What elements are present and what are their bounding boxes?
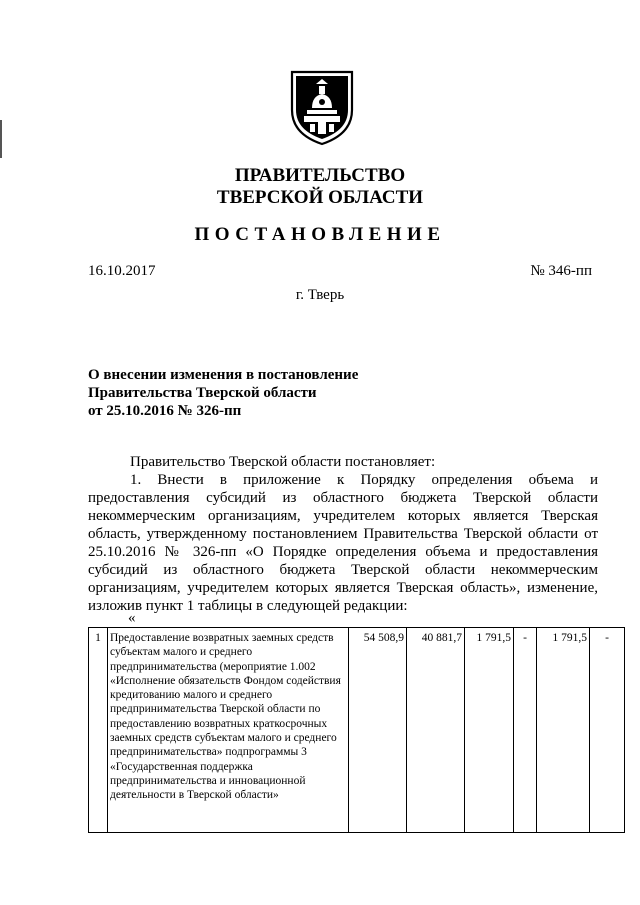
- scan-edge-mark: [0, 120, 2, 158]
- government-name-line1: ПРАВИТЕЛЬСТВО: [234, 165, 406, 186]
- table-cell-value-4: -: [514, 628, 537, 833]
- document-subject: [88, 366, 358, 420]
- document-city: г. Тверь: [295, 287, 345, 303]
- opening-quote-mark: «: [128, 610, 136, 626]
- subject-line-2: Правительства Тверской области: [88, 385, 317, 401]
- subsidy-table: [88, 627, 625, 833]
- table-cell-value-2: 40 881,7: [407, 628, 465, 833]
- table-cell-description: Предоставление возвратных заемных средств субъектам малого и среднего предпринимательства (мероприятие 1.002 «Исполнение обязательств Фондом содействия кредитованию малого и среднего предпринимательства Тверской области по предоставлению возвратных краткосрочных заемных средств субъектам малого и среднего предпринимательства» подпрограммы 3 «Государственная поддержка предпринимательства и инновационной деятельности в Тверской области»: [108, 628, 349, 833]
- body-intro: Правительство Тверской области постановляет:: [130, 454, 436, 470]
- document-type-title: ПОСТАНОВЛЕНИЕ: [194, 224, 446, 245]
- subject-line-1: О внесении изменения в постановление: [88, 367, 359, 383]
- table-row: [89, 628, 625, 833]
- tver-coat-of-arms-icon: [288, 66, 356, 146]
- table-cell-value-1: 54 508,9: [349, 628, 407, 833]
- document-date: 16.10.2017: [88, 263, 156, 279]
- table-cell-number: 1: [89, 628, 108, 833]
- table-cell-value-5: 1 791,5: [537, 628, 590, 833]
- table-cell-value-6: -: [590, 628, 625, 833]
- subject-line-3: от 25.10.2016 № 326-пп: [88, 403, 242, 419]
- document-body: [88, 453, 598, 615]
- body-paragraph-1: 1. Внести в приложение к Порядку определения объема и предоставления субсидий из областного бюджета Тверской области некоммерческим организациям, учредителем которых является Тверская область, утвержденному постановлением Правительства Тверской области от 25.10.2016 № 326-пп «О Порядке определения объема и предоставления субсидий из областного бюджета Тверской области некоммерческим организациям, учредителем которых является Тверская область», изменение, изложив пункт 1 таблицы в следующей редакции:: [88, 472, 598, 614]
- document-number: № 346-пп: [530, 263, 592, 279]
- table-cell-value-3: 1 791,5: [465, 628, 514, 833]
- government-name-line2: ТВЕРСКОЙ ОБЛАСТИ: [216, 187, 424, 208]
